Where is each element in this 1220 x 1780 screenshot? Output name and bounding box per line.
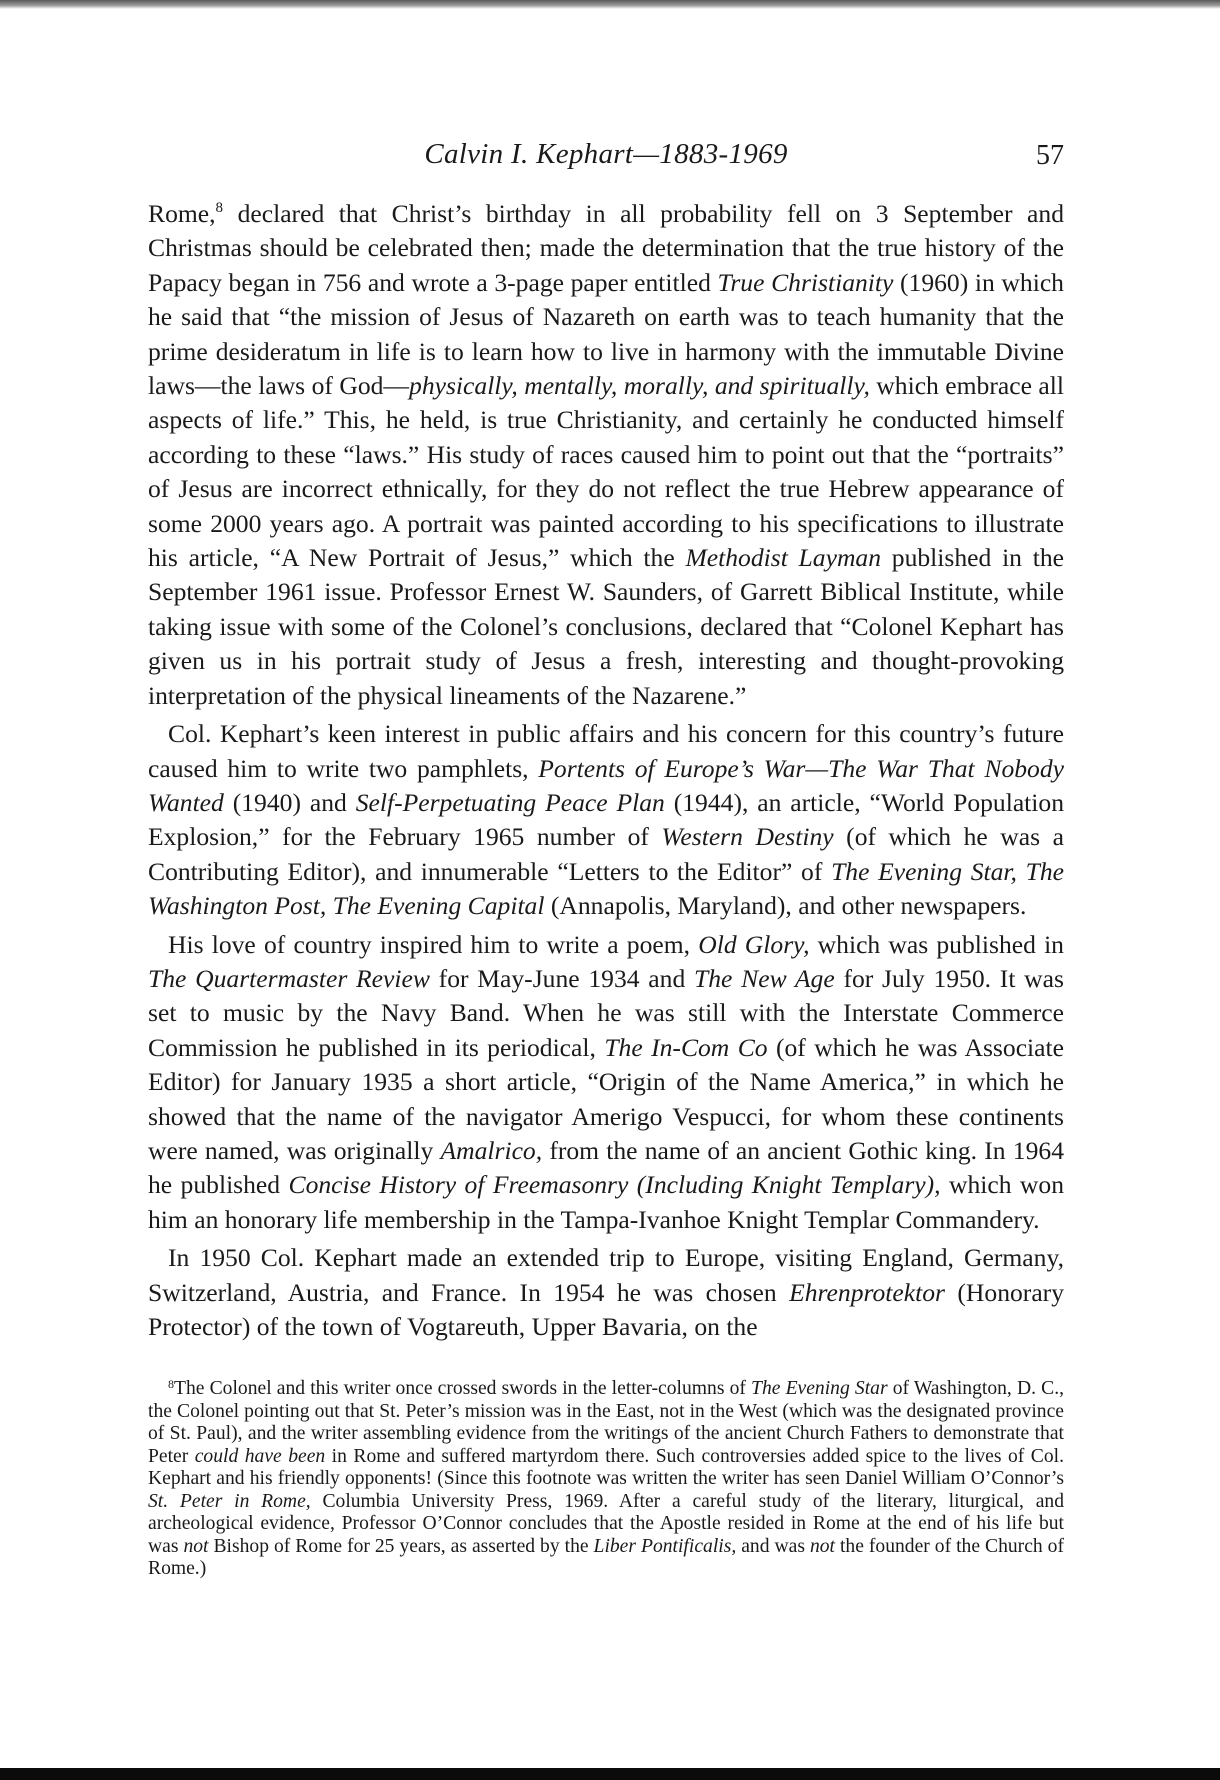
- work-title: Portents of Europe’s War—The War That Nobody Wanted: [148, 753, 1064, 817]
- running-title: Calvin I. Kephart—1883-1969: [424, 138, 788, 170]
- emphasis: could have been: [194, 1445, 326, 1467]
- work-title: Western Destiny: [661, 822, 834, 852]
- work-title: The Quartermaster Review: [148, 963, 430, 993]
- body-text: [148, 197, 1064, 1344]
- page-top-edge: [0, 0, 1220, 9]
- work-title: The New Age: [694, 963, 835, 993]
- work-title: The Evening Star: [751, 1378, 888, 1399]
- emphasis: Ehrenprotektor: [789, 1277, 945, 1307]
- footnote-marker: 8: [168, 1377, 174, 1391]
- footnote-reference: 8: [215, 200, 224, 216]
- running-head: [148, 138, 1064, 178]
- paragraph-3: His love of country inspired him to write a poem, Old Glory, which was published in The Quartermaster Review for May-June 1934 and The New Age for July 1950. It was set to music by the Navy Band. When he was still with the Interstate Commerce Commission he published in its periodical, The In-Com Co (of which he was Associate Editor) for January 1935 a short article, “Origin of the Name America,” in which he showed that the name of the navigator Amerigo Vespucci, for whom these continents were named, was originally Amalrico, from the name of an ancient Gothic king. In 1964 he published Concise History of Freemasonry (Including Knight Templary), which won him an honorary life membership in the Tampa-Ivanhoe Knight Templar Commandery.: [148, 929, 1064, 1234]
- work-title: Methodist Layman: [685, 543, 882, 573]
- page-bottom-edge: [0, 1768, 1220, 1780]
- work-title: Self-Perpetuating Peace Plan: [355, 787, 665, 817]
- emphasis: not: [809, 1535, 835, 1557]
- footnote: [148, 1378, 1064, 1581]
- work-title: The Evening Star, The Washington Post, The Evening Capital: [148, 856, 1064, 921]
- paragraph-4: In 1950 Col. Kephart made an extended trip to Europe, visiting England, Germany, Switzerland, Austria, and France. In 1954 he was chosen Ehrenprotektor (Honorary Protector) of the town of Vogtareuth, Upper Bavaria, on the: [148, 1243, 1064, 1341]
- emphasis: physically, mentally, morally, and spiritually,: [409, 371, 870, 401]
- work-title: Old Glory,: [698, 929, 810, 959]
- work-title: The In-Com Co: [604, 1032, 768, 1062]
- work-title: Liber Pontificalis,: [593, 1535, 737, 1557]
- work-title: True Christianity: [717, 267, 894, 297]
- emphasis: not: [183, 1535, 209, 1557]
- footnote-text: $^8$The Colonel and this writer once crossed swords in the letter-columns of The Evening Star of Washington, D. C., the Colonel pointing out that St. Peter’s mission was in the East, not in the West (which was the designated province of St. Paul), and the writer assembling evidence from the writings of the ancient Church Fathers to demonstrate that Peter could have been in Rome and suffered martyrdom there. Such controversies added spice to the lives of Col. Kephart and his friendly opponents! (Since this footnote was written the writer has seen Daniel William O’Connor’s St. Peter in Rome, Columbia University Press, 1969. After a careful study of the literary, liturgical, and archeological evidence, Professor O’Connor concludes that the Apostle resided in Rome at the end of his life but was not Bishop of Rome for 25 years, as asserted by the Liber Pontificalis, and was not the founder of the Church of Rome.): [148, 1377, 1065, 1579]
- paragraph-1: Rome,$^8$ declared that Christ’s birthday in all probability fell on 3 September and Christmas should be celebrated then; made the determination that the true history of the Papacy began in 756 and wrote a 3-page paper entitled True Christianity (1960) in which he said that “the mission of Jesus of Nazareth on earth was to teach humanity that the prime desideratum in life is to learn how to live in harmony with the immutable Divine laws—the laws of God—physically, mentally, morally, and spiritually, which embrace all aspects of life.” This, he held, is true Christianity, and certainly he conducted himself according to these “laws.” His study of races caused him to point out that the “portraits” of Jesus are incorrect ethnically, for they do not reflect the true Hebrew appearance of some 2000 years ago. A portrait was painted according to his specifications to illustrate his article, “A New Portrait of Jesus,” which the Methodist Layman published in the September 1961 issue. Professor Ernest W. Saunders, of Garrett Biblical Institute, while taking issue with some of the Colonel’s conclusions, declared that “Colonel Kephart has given us in his portrait study of Jesus a fresh, interesting and thought-provoking interpretation of the physical lineaments of the Nazarene.”: [148, 199, 1064, 710]
- page-number: 57: [1036, 140, 1064, 171]
- paragraph-2: Col. Kephart’s keen interest in public affairs and his concern for this country’s future caused him to write two pamphlets, Portents of Europe’s War—The War That Nobody Wanted (1940) and Self-Perpetuating Peace Plan (1944), an article, “World Population Explosion,” for the February 1965 number of Western Destiny (of which he was a Contributing Editor), and innumerable “Letters to the Editor” of The Evening Star, The Washington Post, The Evening Capital (Annapolis, Maryland), and other newspapers.: [148, 719, 1064, 921]
- work-title: St. Peter in Rome,: [148, 1490, 311, 1512]
- work-title: Concise History of Freemasonry (Including Knight Templary),: [288, 1170, 941, 1200]
- emphasis: Amalrico,: [440, 1135, 543, 1165]
